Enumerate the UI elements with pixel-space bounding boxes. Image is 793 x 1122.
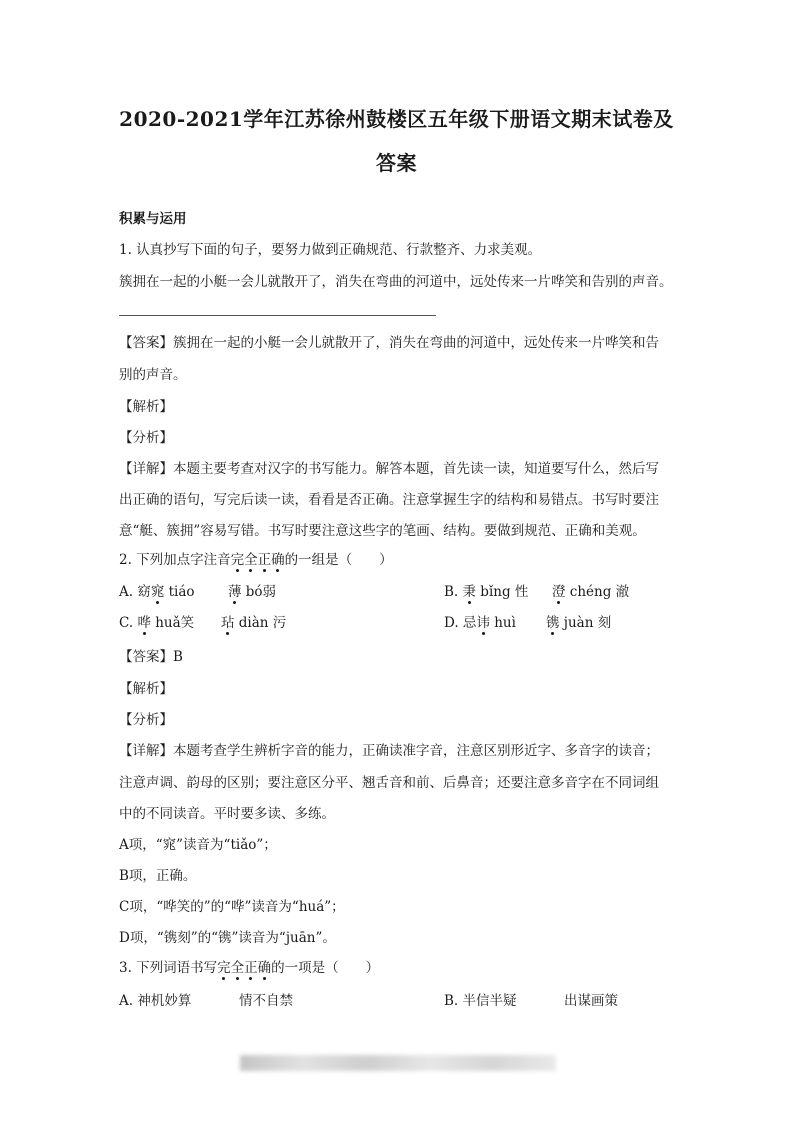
page-title-continued: 答案	[376, 151, 417, 175]
q2-option-b-pinyin1: bǐng 性	[476, 584, 529, 600]
q2-option-b-word2	[552, 580, 629, 600]
q2-option-b-dotted1: 秉	[462, 584, 477, 600]
q2-stem-post: 的一组是（ ）	[284, 552, 393, 568]
q2-item-a: A项，“窕”读音为“tiǎo”；	[119, 837, 277, 853]
emphasis-char: 全	[230, 960, 245, 976]
q1-fenxi-label: 【分析】	[119, 430, 173, 446]
q2-option-d-dotted1: 讳	[476, 615, 490, 631]
q1-detail: 【详解】本题主要考查对汉字的书写能力。解答本题，首先读一读，知道要写什么，然后写	[119, 461, 659, 477]
q3-option-a-word1: A. 神机妙算	[119, 993, 192, 1009]
q2-stem	[119, 548, 393, 568]
q2-option-a-dotted2: 薄	[228, 584, 242, 600]
q3-stem-emphasis	[217, 960, 271, 976]
q2-option-c-dotted2: 玷	[221, 615, 235, 631]
q2-option-a-word2	[228, 580, 276, 600]
q2-answer: 【答案】B	[119, 649, 183, 665]
answer-writing-line	[119, 315, 436, 316]
q2-option-b-pinyin2: chéng 澈	[565, 584, 630, 600]
q2-option-d-pinyin2: juàn 刻	[559, 615, 612, 631]
emphasis-char: 正	[257, 552, 272, 568]
q2-item-b: B项，正确。	[119, 868, 197, 884]
q1-answer: 【答案】簇拥在一起的小艇一会儿就散开了，消失在弯曲的河道中，远处传来一片哗笑和告	[119, 335, 659, 351]
emphasis-char: 确	[271, 552, 285, 568]
q2-stem-emphasis	[231, 552, 285, 568]
q2-stem-pre: 2. 下列加点字注音	[119, 552, 231, 568]
q1-sentence: 簇拥在一起的小艇一会儿就散开了，消失在弯曲的河道中，远处传来一片哗笑和告别的声音。	[119, 274, 673, 290]
q2-detail: 【详解】本题考查学生辨析字音的能力，正确读准字音，注意区别形近字、多音字的读音；	[119, 743, 659, 759]
q2-option-c-pinyin1: huǎ笑	[150, 615, 195, 631]
emphasis-char: 确	[257, 960, 272, 976]
q2-detail-line3: 中的不同读音。平时要多读、多练。	[119, 806, 335, 822]
q2-option-d-dotted2: 镌	[546, 615, 560, 631]
q1-jiexi-label: 【解析】	[119, 399, 173, 415]
q1-answer-continued: 别的声音。	[119, 367, 187, 383]
q2-fenxi-label: 【分析】	[119, 712, 173, 728]
q2-item-c: C项，“哗笑的”的“哗”读音为“huá”；	[119, 899, 345, 915]
q3-option-a-word2: 情不自禁	[239, 993, 293, 1009]
emphasis-char: 完	[217, 960, 231, 976]
q2-option-a-dotted1: 窕	[150, 584, 165, 600]
q2-option-a-pinyin1: tiáo	[164, 584, 195, 600]
page-title: 2020-2021学年江苏徐州鼓楼区五年级下册语文期末试卷及	[119, 107, 674, 131]
q3-stem-pre: 3. 下列词语书写	[119, 960, 218, 976]
blurred-watermark	[240, 1055, 556, 1071]
q2-option-b-label: B.	[444, 584, 463, 600]
q2-option-a	[119, 580, 195, 600]
q2-detail-line2: 注意声调、韵母的区别；要注意区分平、翘舌音和前、后鼻音；还要注意多音字在不同词组	[119, 775, 659, 791]
q2-option-d-word2	[546, 611, 611, 631]
q2-option-b	[444, 580, 528, 600]
emphasis-char: 全	[244, 552, 258, 568]
q3-option-b-word1: B. 半信半疑	[444, 993, 517, 1009]
q2-option-d	[444, 611, 516, 631]
q2-option-c-dotted1: 哗	[137, 615, 151, 631]
emphasis-char: 正	[244, 960, 258, 976]
q2-option-c-pinyin2: diàn 污	[234, 615, 287, 631]
q2-option-d-text1: D. 忌	[444, 615, 477, 631]
emphasis-char: 完	[230, 552, 245, 568]
q1-detail-line3: 意“艇、簇拥”容易写错。书写时要注意这些字的笔画、结构。要做到规范、正确和美观。	[119, 523, 646, 539]
q2-option-c	[119, 611, 194, 631]
q3-emphasis-text	[217, 960, 271, 976]
q2-option-c-label: C.	[119, 615, 138, 631]
q2-item-d: D项，“镌刻”的“镌”读音为“juān”。	[119, 930, 336, 946]
q2-option-c-word2	[221, 611, 286, 631]
q1-stem: 1. 认真抄写下面的句子，要努力做到正确规范、行款整齐、力求美观。	[119, 242, 542, 258]
q1-detail-line2: 出正确的语句，写完后读一读，看看是否正确。注意掌握生字的结构和易错点。书写时要注	[119, 492, 659, 508]
q3-option-b-word2: 出谋画策	[564, 993, 618, 1009]
q2-option-a-pinyin2: bó弱	[241, 584, 277, 600]
q2-option-d-pinyin1: huì	[489, 615, 516, 631]
q2-option-a-text1: A. 窈	[119, 584, 151, 600]
q3-stem-post: 的一项是（ ）	[271, 960, 380, 976]
q3-stem	[119, 956, 379, 976]
section-heading: 积累与运用	[119, 211, 187, 227]
q2-emphasis-text	[231, 552, 285, 568]
q2-option-b-dotted2: 澄	[552, 584, 566, 600]
q2-jiexi-label: 【解析】	[119, 681, 173, 697]
